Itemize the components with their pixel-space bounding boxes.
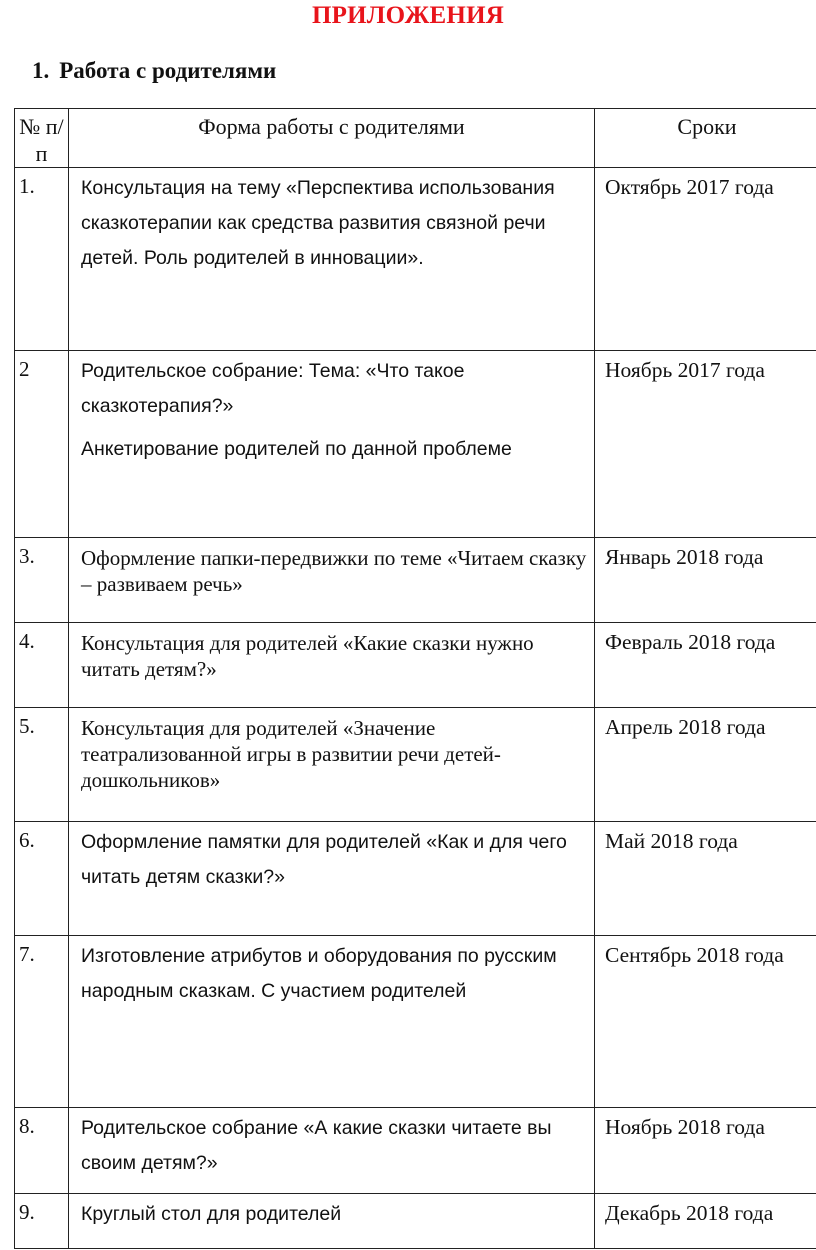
- section-title: Работа с родителями: [59, 58, 277, 83]
- table-row: [15, 538, 816, 623]
- table-row: [15, 1194, 816, 1249]
- row-form: Консультация на тему «Перспектива использования сказкотерапии как средства развития связной речи детей. Роль родителей в инновации».: [69, 168, 595, 351]
- row-term: Февраль 2018 года: [595, 623, 816, 708]
- row-term: Ноябрь 2018 года: [595, 1108, 816, 1194]
- row-number: 4.: [15, 623, 69, 708]
- row-number: 9.: [15, 1194, 69, 1249]
- row-form: Изготовление атрибутов и оборудования по русским народным сказкам. С участием родителей: [69, 936, 595, 1108]
- table-row: [15, 168, 816, 351]
- row-form: Оформление папки-передвижки по теме «Читаем сказку – развиваем речь»: [69, 538, 595, 623]
- table-row: [15, 351, 816, 538]
- row-term: Май 2018 года: [595, 822, 816, 936]
- row-form-line: Родительское собрание: Тема: «Что такое сказкотерапия?»: [81, 360, 465, 417]
- row-term: Ноябрь 2017 года: [595, 351, 816, 538]
- row-term: Октябрь 2017 года: [595, 168, 816, 351]
- row-number: 5.: [15, 708, 69, 822]
- row-form: Консультация для родителей «Какие сказки нужно читать детям?»: [69, 623, 595, 708]
- row-number: 1.: [15, 168, 69, 351]
- row-form: Консультация для родителей «Значение театрализованной игры в развитии речи детей-дошкольников»: [69, 708, 595, 822]
- row-term: Апрель 2018 года: [595, 708, 816, 822]
- row-number: 8.: [15, 1108, 69, 1194]
- row-term: Январь 2018 года: [595, 538, 816, 623]
- parents-work-table: [14, 108, 816, 1249]
- section-heading: [32, 58, 276, 84]
- row-form: Круглый стол для родителей: [69, 1194, 595, 1249]
- table-header-row: [15, 109, 816, 168]
- row-form: Родительское собрание «А какие сказки читаете вы своим детям?»: [69, 1108, 595, 1194]
- row-term: Сентябрь 2018 года: [595, 936, 816, 1108]
- row-form-line: Анкетирование родителей по данной проблеме: [81, 438, 512, 460]
- row-number: 6.: [15, 822, 69, 936]
- row-term: Декабрь 2018 года: [595, 1194, 816, 1249]
- table-row: [15, 708, 816, 822]
- row-number: 7.: [15, 936, 69, 1108]
- row-number: 2: [15, 351, 69, 538]
- section-number: 1.: [32, 58, 50, 83]
- row-form: [69, 351, 595, 538]
- header-number: № п/п: [15, 109, 69, 168]
- table-row: [15, 1108, 816, 1194]
- page-title: ПРИЛОЖЕНИЯ: [312, 2, 504, 29]
- header-form: Форма работы с родителями: [69, 109, 595, 168]
- header-term: Сроки: [595, 109, 816, 168]
- row-form: Оформление памятки для родителей «Как и для чего читать детям сказки?»: [69, 822, 595, 936]
- table-row: [15, 623, 816, 708]
- table-row: [15, 936, 816, 1108]
- row-number: 3.: [15, 538, 69, 623]
- table-row: [15, 822, 816, 936]
